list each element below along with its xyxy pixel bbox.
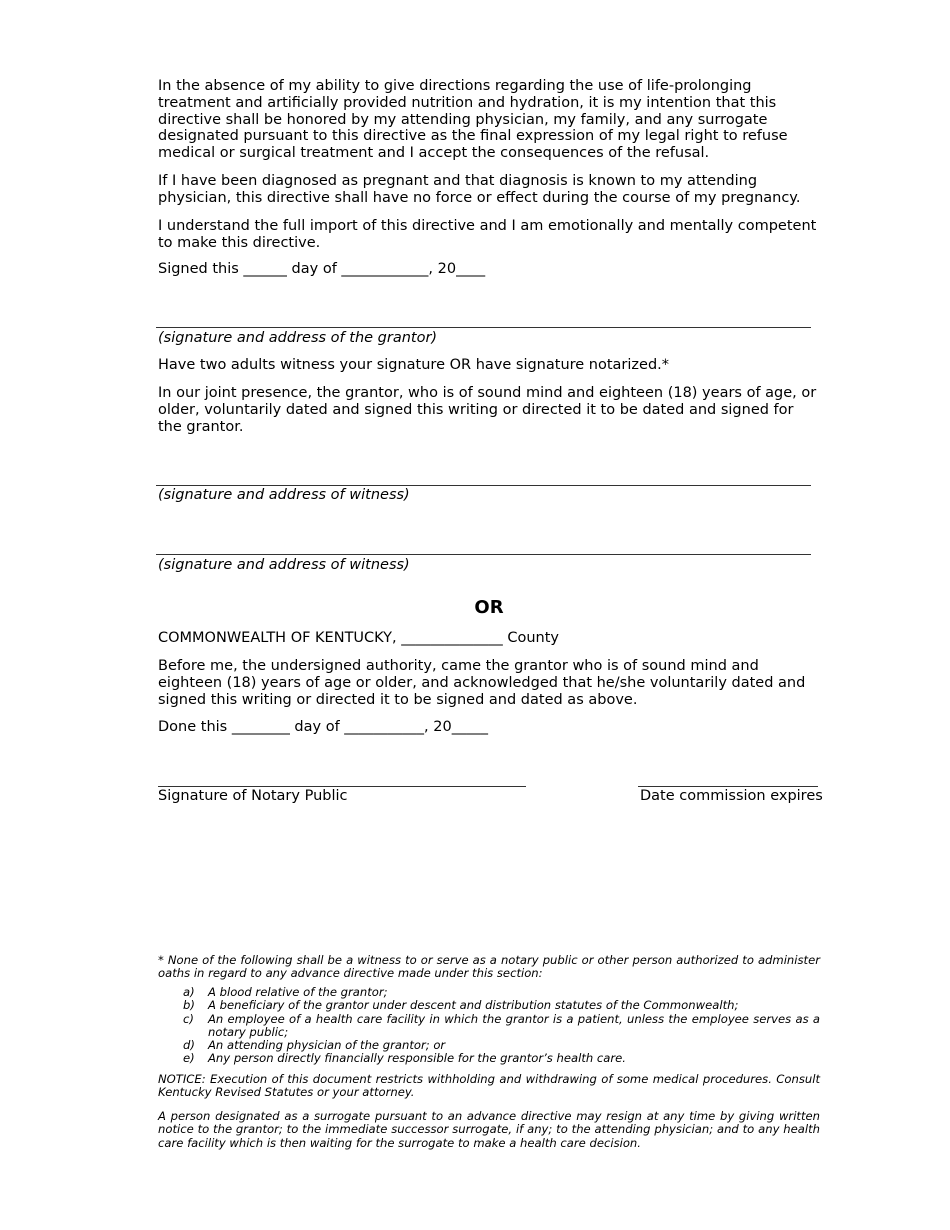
witness-2-caption: (signature and address of witness) bbox=[158, 557, 410, 573]
paragraph-joint-presence: In our joint presence, the grantor, who is of sound mind and eighteen (18) years of age, or older, voluntarily dated and signed this writing or directed it to be dated and signed for the grantor. bbox=[158, 385, 817, 435]
commonwealth-county-line: COMMONWEALTH OF KENTUCKY, ______________ County bbox=[158, 630, 559, 646]
list-item bbox=[183, 999, 820, 1012]
paragraph-pregnancy: If I have been diagnosed as pregnant and that diagnosis is known to my attending physician, this directive shall have no force or effect during the course of my pregnancy. bbox=[158, 173, 801, 206]
paragraph-competence: I understand the full import of this directive and I am emotionally and mentally competent to make this directive. bbox=[158, 218, 817, 251]
list-item-text: An attending physician of the grantor; or bbox=[208, 1038, 446, 1053]
list-item-label: d) bbox=[183, 1038, 195, 1053]
witness-1-signature-line[interactable] bbox=[156, 485, 811, 486]
or-heading: OR bbox=[474, 597, 504, 618]
list-item bbox=[183, 1039, 820, 1052]
list-item-label: a) bbox=[183, 985, 195, 999]
witness-2-signature-line[interactable] bbox=[156, 554, 811, 555]
commission-expires-label: Date commission expires bbox=[640, 788, 823, 804]
list-item-label: e) bbox=[183, 1051, 195, 1066]
footnote-notice: NOTICE: Execution of this document restricts withholding and withdrawing of some medical procedures. Consult Kentucky Revised Statutes or your attorney. bbox=[158, 1072, 820, 1100]
grantor-signature-caption: (signature and address of the grantor) bbox=[158, 330, 438, 346]
notary-signature-line[interactable] bbox=[158, 786, 526, 787]
list-item bbox=[183, 986, 820, 999]
footnote-intro: * None of the following shall be a witness to or serve as a notary public or other person authorized to administer oaths in regard to any advance directive made under this section: bbox=[158, 953, 820, 981]
witness-1-caption: (signature and address of witness) bbox=[158, 487, 410, 503]
paragraph-life-prolonging-treatment: In the absence of my ability to give directions regarding the use of life-prolonging treatment and artificially provided nutrition and hydration, it is my intention that this directive shall be honored by my attending physician, my family, and any surrogate designated pursuant to this directive as the final expression of my legal right to refuse medical or surgical treatment and I accept the consequences of the refusal. bbox=[158, 78, 788, 162]
done-date-line: Done this ________ day of ___________, 20_____ bbox=[158, 719, 488, 735]
list-item-text: A beneficiary of the grantor under descent and distribution statutes of the Commonwealth; bbox=[208, 998, 739, 1013]
list-item-label: c) bbox=[183, 1011, 194, 1026]
list-item bbox=[183, 1052, 820, 1065]
witness-instruction: Have two adults witness your signature OR have signature notarized.* bbox=[158, 357, 670, 373]
footnote-surrogate: A person designated as a surrogate pursuant to an advance directive may resign at any time by giving written notice to the grantor; to the immediate successor surrogate, if any; to the attending physician; and to any health care facility which is then waiting for the surrogate to make a health care decision. bbox=[158, 1109, 820, 1150]
list-item bbox=[183, 1013, 820, 1040]
notary-signature-label: Signature of Notary Public bbox=[158, 788, 348, 804]
paragraph-before-me: Before me, the undersigned authority, came the grantor who is of sound mind and eighteen (18) years of age or older, and acknowledged that he/she voluntarily dated and signed this writing or directed it to be signed and dated as above. bbox=[158, 658, 806, 708]
list-item-label: b) bbox=[183, 998, 195, 1013]
footnote-list bbox=[183, 986, 820, 1066]
list-item-text: A blood relative of the grantor; bbox=[208, 985, 388, 999]
list-item-text: Any person directly financially responsible for the grantor’s health care. bbox=[208, 1051, 626, 1066]
commission-expires-line[interactable] bbox=[638, 786, 818, 787]
grantor-signature-line[interactable] bbox=[156, 327, 811, 328]
list-item-text: An employee of a health care facility in which the grantor is a patient, unless the employee serves as a notary public; bbox=[208, 1011, 820, 1039]
signed-date-line: Signed this ______ day of ____________, 20____ bbox=[158, 261, 486, 277]
